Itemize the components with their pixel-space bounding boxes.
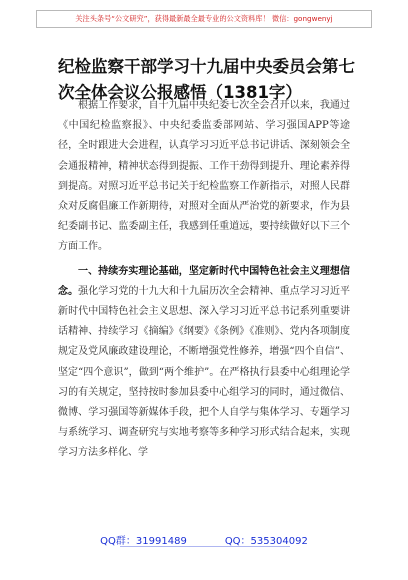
footer-divider: [120, 546, 290, 547]
footer-qq-group: QQ群：31991489: [100, 536, 187, 547]
section-1-paragraph: [58, 262, 350, 464]
footer-qq: QQ：535304092: [224, 536, 308, 547]
document-body: [58, 96, 350, 464]
page-footer: [0, 532, 408, 547]
intro-paragraph: 根据工作要求，自十九届中央纪委七次全会召开以来，我通过《中国纪检监察报》、中央纪委监委部网站、学习强国APP等途径，全时跟进大会进程，认真学习习近平总书记讲话、深刻领会全会通报精神，精神状态得到提振、工作干劲得到提升、理论素养得到提高。对照习近平总书记关于纪检监察工作新指示，对照人民群众对反腐倡廉工作新期待，对照对全面从严治党的新要求，作为县纪委副书记、监委副主任，我感到任重道远，要持续做好以下三个方面工作。: [58, 100, 350, 253]
section-1-text: 强化学习党的十九大和十九届历次全会精神、重点学习习近平新时代中国特色社会主义思想、深入学习习近平总书记系列重要讲话精神、持续学习《摘编》《纲要》《条例》《准则》、党内各项制度规定及党风廉政建设理论，不断增强党性修养，增强“四个自信”、坚定“四个意识”，做到“两个维护”。在严格执行县委中心组理论学习的有关规定，坚持按时参加县委中心组学习的同时，通过微信、微博、学习强国等新媒体手段，把个人自学与集体学习、专题学习与系统学习、调查研究与实地考察等多种学习形式结合起来，实现学习方法多样化、学: [58, 285, 351, 459]
section-1-heading: 一、持续夯实理论基础，坚定新时代中国特色社会主义理想信念。: [58, 265, 350, 297]
promo-banner-text: 关注头条号“公文研究”，获得最新最全最专业的公文资料库！ 微信：gongwenyj: [75, 14, 333, 23]
promo-banner: [36, 10, 372, 28]
document-title: 纪检监察干部学习十九届中央委员会第七次全体会议公报感悟（1381字）: [58, 57, 355, 102]
